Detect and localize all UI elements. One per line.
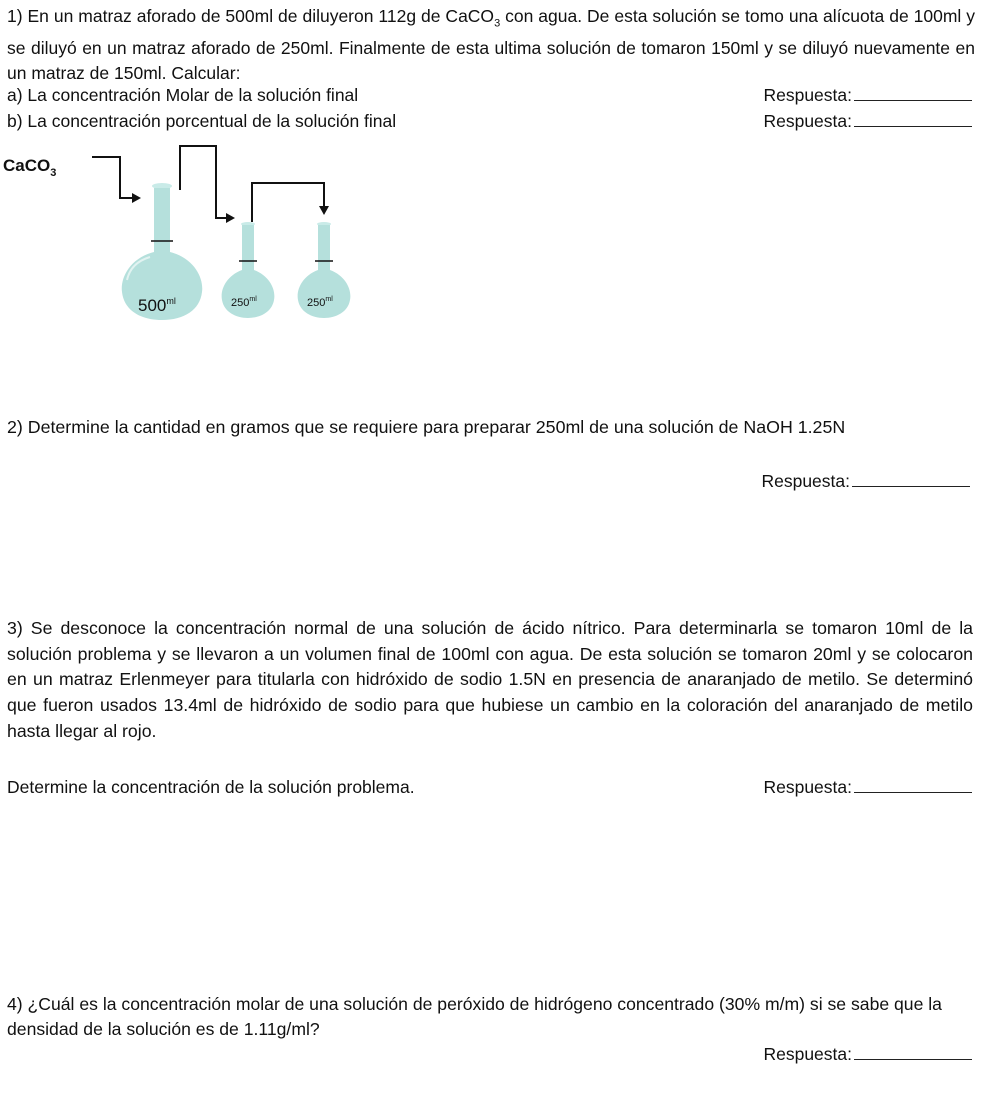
q1-part-a-row: [7, 83, 972, 108]
q3-question: Determine la concentración de la solución problema.: [7, 777, 415, 797]
question-3-text: 3) Se desconoce la concentración normal de una solución de ácido nítrico. Para determinarla se tomaron 10ml de la solución problema y se llevaron a un volumen final de 100ml con agua. De esta solución se tomaron 20ml y se colocaron en un matraz Erlenmeyer para titularla con hidróxido de sodio 1.5N en presencia de anaranjado de metilo. Se determinó que fueron usados 13.4ml de hidróxido de sodio para que hubiese un cambio en la coloración del anaranjado de metilo hasta llegar al rojo.: [7, 618, 973, 741]
q1-part-a: a) La concentración Molar de la solución final: [7, 85, 359, 105]
flask-3-volume: $250^{ml}$: [307, 296, 333, 309]
reagent-label: CaCO$_3$: [3, 156, 57, 179]
answer-label: Respuesta:: [763, 85, 852, 105]
answer-blank[interactable]: [852, 469, 970, 487]
answer-label: Respuesta:: [763, 1044, 852, 1064]
answer-blank[interactable]: [854, 83, 972, 101]
q1-part-b-row: [7, 109, 972, 134]
q3-answer: [763, 775, 972, 800]
question-2-text: 2) Determine la cantidad en gramos que se requiere para preparar 250ml de una solución de NaOH 1.25N: [7, 417, 846, 437]
q1-part-a-answer: [763, 83, 972, 108]
flask-1-volume: $500^{ml}$: [138, 296, 176, 315]
flask-250ml-a: [222, 222, 275, 318]
question-1-text: [7, 4, 975, 85]
q1-intro-b: con agua. De esta solución se tomo una alícuota de 100ml y se diluyó en un matraz aforado de 250ml. Finalmente de esta ultima solución de tomaron 150ml y se diluyó nuevamente en un matraz de 150ml. Calcular:: [7, 6, 976, 83]
answer-blank[interactable]: [854, 775, 972, 793]
dilution-diagram: [0, 140, 380, 330]
answer-label: Respuesta:: [763, 111, 852, 131]
q3-question-row: [7, 775, 972, 800]
answer-label: Respuesta:: [761, 471, 850, 491]
q4-answer: [763, 1042, 972, 1065]
reagent-arrow: [92, 157, 132, 198]
flask-500ml: [122, 183, 202, 320]
question-4-text: 4) ¿Cuál es la concentración molar de una solución de peróxido de hidrógeno concentrado (30% m/m) si se sabe que la densidad de la solución es de 1.11g/ml?: [7, 994, 942, 1039]
q1-part-b: b) La concentración porcentual de la solución final: [7, 111, 397, 131]
transfer-arrowhead-2: [319, 206, 329, 215]
transfer-arrowhead-1: [226, 213, 235, 223]
q1-part-b-answer: [763, 109, 972, 134]
answer-label: Respuesta:: [763, 777, 852, 797]
answer-blank[interactable]: [854, 109, 972, 127]
q1-intro-a: 1) En un matraz aforado de 500ml de diluyeron 112g de CaCO: [7, 6, 495, 26]
flask-250ml-b: [298, 222, 351, 318]
transfer-arrow-2: [252, 183, 324, 222]
transfer-arrow-1: [180, 146, 226, 218]
flask-2-volume: $250^{ml}$: [231, 296, 257, 309]
q2-answer: [761, 469, 970, 492]
reagent-arrowhead: [132, 193, 141, 203]
q1-subscript: 3: [494, 17, 501, 30]
answer-blank[interactable]: [854, 1042, 972, 1060]
